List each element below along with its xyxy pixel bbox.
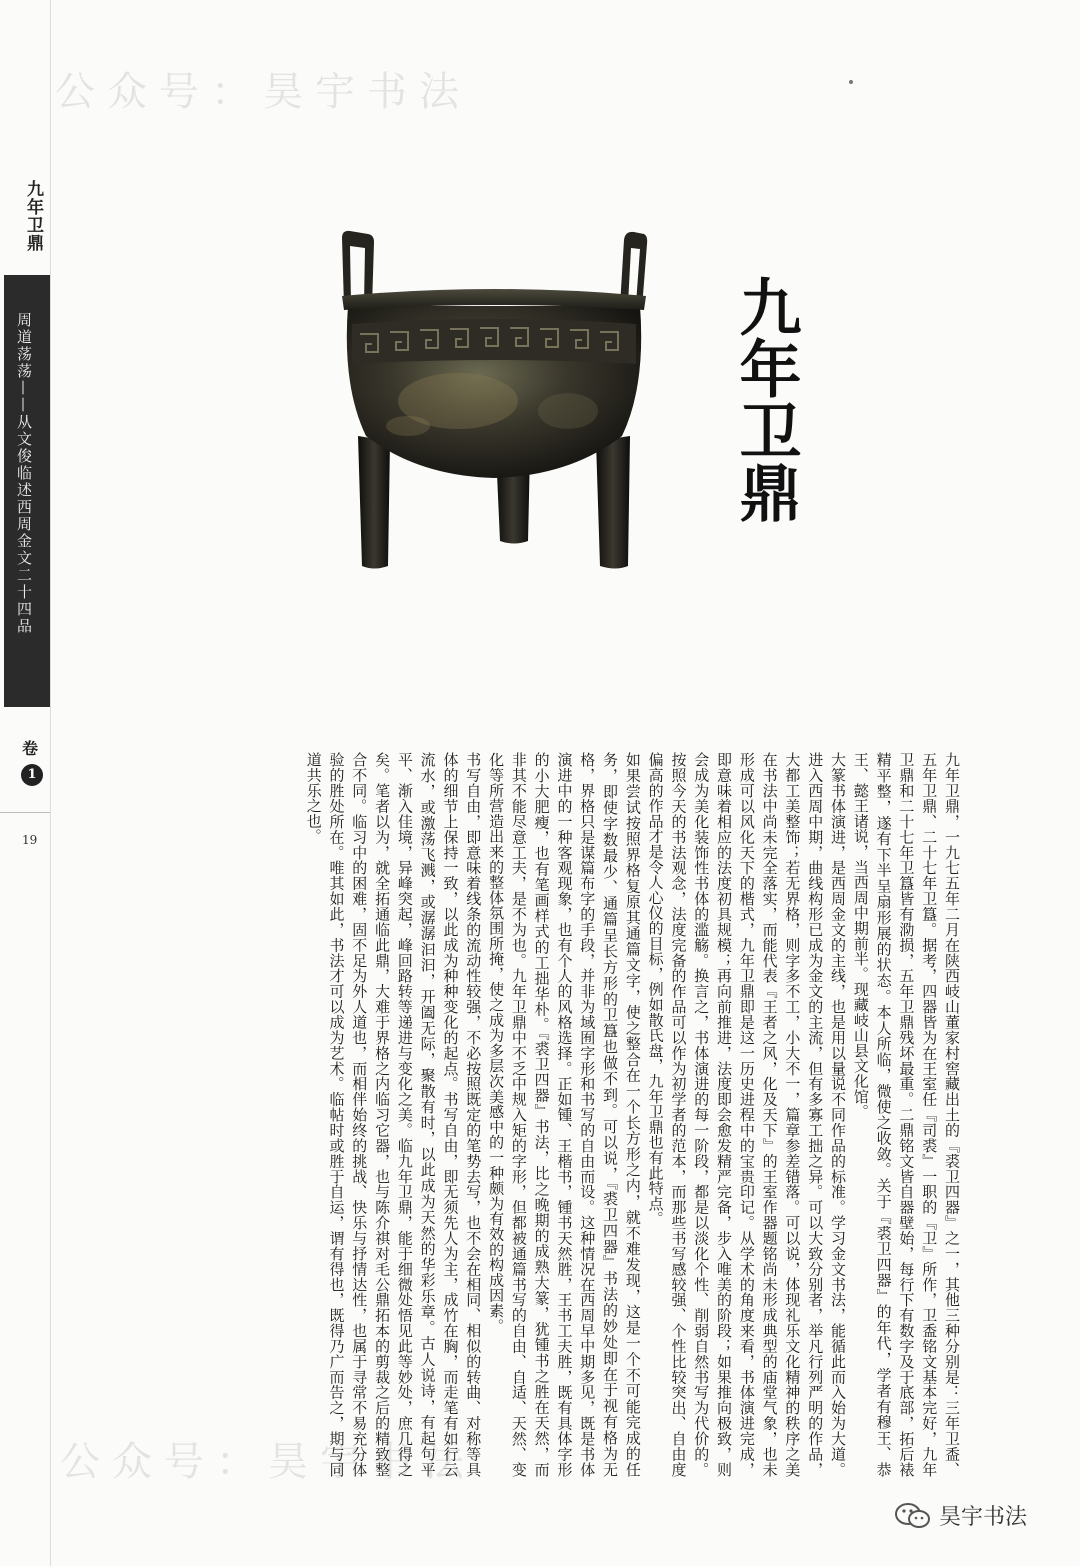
paragraph-4: 书写自由，即意味着线条的流动性较强，不必按照既定的笔势去写，也不会在相同、相似的转曲、对称等具体的细节上保持一致，以此成为种种变化的起点。书写自由，即无须先人为主，成竹在胸，而走笔有如行云流水，或激荡飞溅，或潺潺汩汩，开阖无际，聚散有时，以此成为天然的华彩乐章。古人说诗，有起句平平、渐入佳境，异峰突起，峰回路转等递进与变化之美。临九年卫鼎，能于细微处悟见此等妙处，庶几得之矣。笔者以为，就全拓通临此鼎，大难于界格之内临习它器，也与陈介祺对毛公鼎拓本的剪裁之后的精致整合不同。临习中的困难，固不足为外人道也，而相伴始终的挑战、快乐与抒情达性，也属于寻常不易充分体验的胜处所在。唯其如此，书法才可以成为艺术。临帖时或胜于自运，谓有得也，既得乃广而告之，期与同道共乐之也。 (304, 752, 483, 1477)
sidebar-title: 九年卫鼎 (23, 180, 43, 252)
volume-number-badge: 1 (21, 764, 43, 786)
article-body (148, 752, 963, 1477)
watermark-top: 公众号：昊宇书法 (55, 69, 471, 115)
watermark-bottom: 公众号：昊宇书法 (60, 1439, 476, 1485)
sidebar-series-title: 周道荡荡——从文俊临述西周金文二十四品 (15, 312, 33, 635)
paragraph-3: 如果尝试按照界格复原其通篇文字，使之整合在一个长方形之内，就不难发现，这是一个不可能完成的任务，即使字数最少、通篇呈长方形的卫簋也做不到。可以说，『裘卫四器』书法的妙处即在于视有格为无格，界格只是谋篇布字的手段，并非为域囿字形和书写的自由而设。这种情况在西周早中期多见，既是书体演进中的一种客观现象，也有个人的风格选择。正如锺、王楷书，锺书天然胜，王书工夫胜，既有具体字形的小大肥瘦，也有笔画样式的工拙华朴。『裘卫四器』书法，比之晚期的成熟大篆，犹锺书之胜在天然，而非其不能尽意工夫，是不为也。九年卫鼎中不乏中规入矩的字形，但都被通篇书写的自由、自适、天然、变化等所营造出来的整体氛围所掩，使之成为多层次美感中的一种颇为有效的构成因素。 (487, 752, 642, 1477)
bronze-ding-image (338, 226, 650, 571)
page-number: 19 (22, 833, 38, 847)
wechat-account-logo (893, 1500, 1027, 1531)
logo-text: 昊宇书法 (939, 1505, 1028, 1530)
page-title: 九年卫鼎 (729, 275, 802, 523)
sidebar-divider (0, 812, 50, 813)
print-speck (849, 80, 853, 84)
paragraph-2: 大篆书体演进，是西周金文的主线，也是用以量说不同作品的标准。学习金文书法，能循此而入始为大道。进入西周中期，曲线构形已成为金文的主流，但有多寡工拙之异。可以大致分别者，举凡行列严明的作品，大都工美整饰；若无界格，则字多不工，小大不一，篇章参差错落。可以说，体现礼乐文化精神的秩序之美在书法中尚未完全落实，而能代表『王者之风，化及天下』的王室作器题铭尚未形成典型的庙堂气象，也未形成可以风化天下的楷式，九年卫鼎即是这一历史进程中的宝贵印记。从学术的角度来看，书体演进完成，即意味着相应的法度初具规模；再向前推进，法度即会愈发精严完备，步入唯美的阶段；如果推向极致，则会成为美化装饰性书体的滥觞。换言之，书体演进的每一阶段，都是以淡化个性、削弱自然书写为代价的。按照今天的书法观念，法度完备的作品可以作为初学者的范本，而那些书写感较强、个性比较突出、自由度偏高的作品才是令人心仪的目标，例如散氏盘，九年卫鼎也有此特点。 (646, 752, 848, 1477)
page-edge-line (50, 0, 51, 1566)
wechat-icon (893, 1501, 933, 1531)
volume-label: 卷 (22, 739, 39, 758)
paragraph-1: 九年卫鼎，一九七五年二月在陕西岐山董家村窖藏出土的『裘卫四器』之一，其他三种分别是：三年卫盉、五年卫鼎、二十七年卫簋。据考，四器皆为在王室任『司裘』一职的『卫』所作，卫盉铭文基本完好，九年卫鼎和二十七年卫簋皆有泐损，五年卫鼎残坏最重。二鼎铭文皆自器壁始，每行下有数字及于底部，拓后裱精平整，遂有下半呈扇形展的状态。本人所临，微使之收敛。关于『裘卫四器』的年代，学者有穆王、恭王、懿王诸说，当西周中期前半。现藏岐山县文化馆。 (851, 752, 961, 1477)
